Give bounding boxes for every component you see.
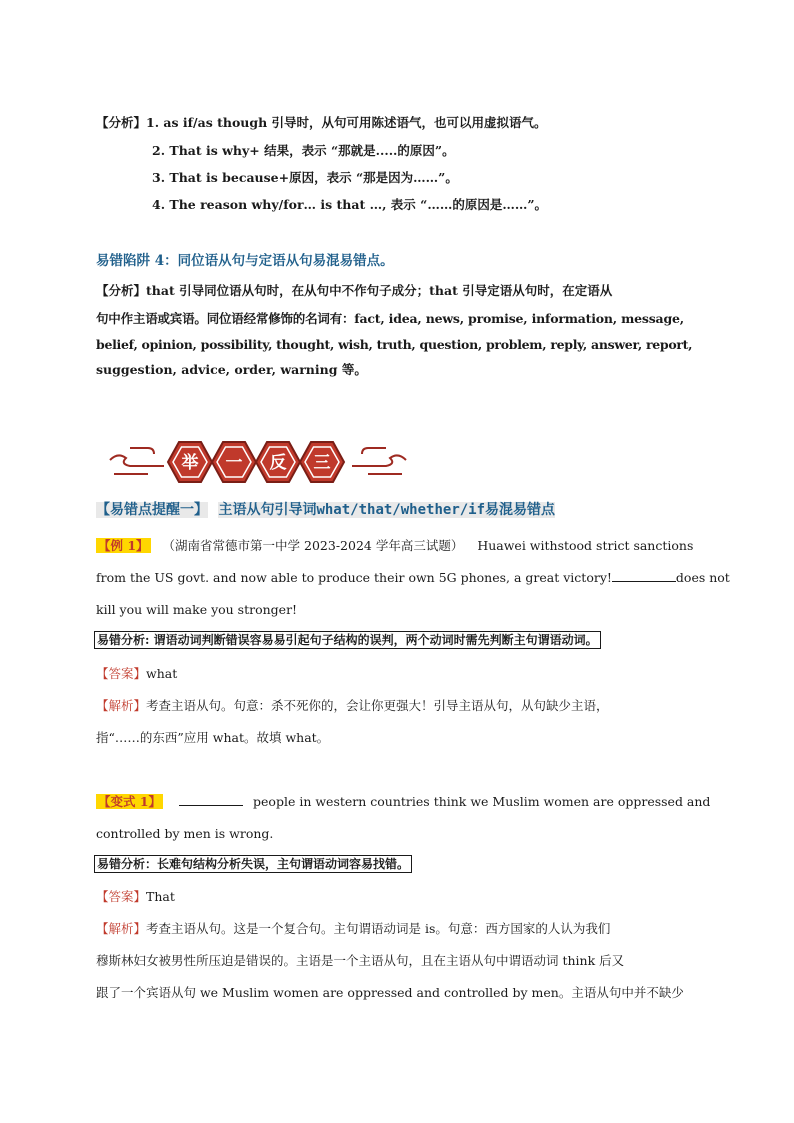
left-cloud-icon — [130, 448, 154, 454]
error-analysis-text: 易错分析: 谓语动词判断错误容易易引起句子结构的误判，两个动词时需先判断主句谓语动词。 — [94, 631, 601, 649]
banner-char-2: 一 — [225, 453, 243, 473]
analysis-text: 1. as if/as though 引导时，从句可用陈述语气，也可以用虚拟语气。 — [146, 115, 547, 130]
example-question-part2: from the US govt. and now able to produce their own 5G phones, a great victory! — [96, 570, 612, 585]
example1-analysis-line-1 — [96, 697, 609, 715]
example1-answer — [96, 665, 177, 683]
variant-tag: 【变式 1】 — [98, 794, 162, 809]
variant-answer-blank[interactable] — [179, 793, 243, 806]
example1-analysis-line-2: 指“……的东西”应用 what。故填 what。 — [96, 730, 330, 745]
analysis-text: 考查主语从句。这是一个复合句。主句谓语动词是 is。句意：西方国家的人认为我们 — [146, 921, 611, 936]
section-banner — [108, 434, 408, 490]
banner-char-1: 举 — [181, 453, 199, 473]
example1-line-1 — [96, 537, 693, 555]
example-tag: 【例 1】 — [98, 538, 149, 553]
left-swirl-icon — [110, 455, 164, 466]
analysis-line-3: 3. That is because+原因，表示 “那是因为……”。 — [152, 170, 458, 185]
analysis-tag: 【分析】 — [96, 115, 147, 130]
right-swirl-icon — [352, 455, 406, 466]
reminder-heading — [96, 500, 555, 520]
right-cloud-icon — [362, 448, 386, 454]
answer-tag: 【答案】 — [96, 889, 147, 904]
variant1-error-box — [94, 855, 412, 873]
trap-analysis-line-2: 句中作主语或宾语。同位语经常修饰的名词有：fact, idea, news, promise, information, message, — [96, 311, 684, 326]
analysis-tag: 【解析】 — [96, 921, 147, 936]
error-analysis-text: 易错分析：长难句结构分析失误，主句谓语动词容易找错。 — [94, 855, 412, 873]
analysis-tag: 【解析】 — [96, 698, 147, 713]
analysis-line-4: 4. The reason why/for… is that …, 表示 “……的原因是……”。 — [152, 197, 548, 212]
variant1-analysis-line-1 — [96, 920, 610, 938]
variant1-line-2: controlled by men is wrong. — [96, 826, 274, 841]
trap-analysis-text: that 引导同位语从句时，在从句中不作句子成分；that 引导定语从句时，在定语从 — [146, 283, 613, 298]
example-question-part3: does not — [675, 570, 730, 585]
answer-text: That — [146, 889, 175, 904]
reminder-words: what/that/whether/if — [316, 502, 486, 518]
answer-blank[interactable] — [612, 569, 676, 582]
variant-question-part1: people in western countries think we Muslim women are oppressed and — [253, 794, 711, 809]
analysis-text: 考查主语从句。句意：杀不死你的，会让你更强大！引导主语从句，从句缺少主语， — [146, 698, 609, 713]
trap-analysis-line-1 — [96, 282, 612, 300]
trap-analysis-line-3: belief, opinion, possibility, thought, wish, truth, question, problem, reply, answer, report, — [96, 337, 693, 352]
example1-line-2 — [96, 569, 730, 587]
reminder-text-a: 主语从句引导词 — [218, 502, 317, 518]
variant1-analysis-line-3: 跟了一个宾语从句 we Muslim women are oppressed and controlled by men。主语从句中并不缺少 — [96, 985, 684, 1000]
banner-char-3: 反 — [269, 453, 287, 473]
reminder-bracket: 【易错点提醒一】 — [96, 502, 208, 518]
example-question-part1: Huawei withstood strict sanctions — [477, 538, 694, 553]
analysis-line-2: 2. That is why+ 结果，表示 “那就是.....的原因”。 — [152, 143, 455, 158]
banner-char-4: 三 — [313, 453, 331, 473]
trap-analysis-line-4: suggestion, advice, order, warning 等。 — [96, 362, 367, 377]
reminder-text-b: 易混易错点 — [485, 502, 556, 518]
example1-line-3: kill you will make you stronger! — [96, 602, 298, 617]
answer-text: what — [146, 666, 178, 681]
variant1-analysis-line-2: 穆斯林妇女被男性所压迫是错误的。主语是一个主语从句，且在主语从句中谓语动词 think 后又 — [96, 953, 625, 968]
answer-tag: 【答案】 — [96, 666, 147, 681]
example1-error-box — [94, 631, 601, 649]
variant1-line-1 — [96, 793, 710, 811]
analysis-line-1 — [96, 114, 547, 132]
example-source: （湖南省常德市第一中学 2023-2024 学年高三试题） — [162, 538, 464, 553]
banner-graphic — [108, 434, 408, 490]
trap-title: 易错陷阱 4：同位语从句与定语从句易混易错点。 — [96, 253, 394, 269]
variant1-answer — [96, 888, 175, 906]
trap-analysis-tag: 【分析】 — [96, 283, 147, 298]
